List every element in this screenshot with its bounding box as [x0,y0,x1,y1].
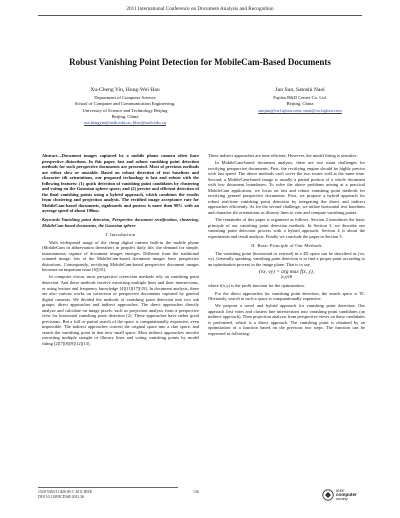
body-paragraph: These indirect approaches are time efficient. However, the model fitting is sensitive. [208,153,358,158]
author-block [40,87,360,126]
equation [208,270,365,280]
abstract [42,153,199,214]
body-paragraph: We propose a novel and hybrid approach for vanishing point detection. Our approach first votes and clusters line intersections into vanishing point candidates (an indirect approach). Then projection analysis from perspective views on these candidates is performed, which is a direct approach. The vanishing point is obtained by an optimization of a function based on the previous two steps. The function can be expressed as following: [208,303,365,336]
section-heading-basic-principle: II. Basic Principle of Our Methods [251,243,322,249]
header-rule [38,15,362,16]
logo-text [336,489,357,502]
author-affiliation: University of Science and Technology Beijing [82,107,168,113]
computer-society-icon [322,489,334,501]
author-group-fujitsu [240,87,360,126]
isbn-line: 1520-5363/11 $26.00 © 2011 IEEE [38,490,92,494]
abstract-text: —Document images captured by a mobile phone camera often have perspective distortions. In this paper, fast and robust vanishing point detection methods for such perspective documents are presented. Most of previous methods are either slow or unstable. Based on robust detection of text baselines and character tilt orientations, our proposed technology is fast and robust with the following features: (1) quick detection of vanishing point candidates by clustering and voting on the Gaussian sphere space; and (2) precise and efficient detection of the final vanishing points using a hybrid approach, which combines the results from clustering and projection analysis. The rectified image acceptance rate for MobileCam-based documents, signboards and posters is more than 98% with an average speed of about 100ms. [42,153,199,214]
body-paragraph: The remainder of this paper is organized as follows. Section 2 introduces the basic principle of our vanishing point detection methods. In Section 3, we describe our vanishing point detection process with a hybrid approach. Section 4 is about the experiments and result analysis. Finally we conclude the paper in Section 5. [208,217,365,239]
ieee-computer-society-logo [322,486,366,504]
author-email-link[interactable]: sunjun@cn.fujitsu.com; naoi@cn.fujitsu.com [258,107,342,113]
author-names: Jun Sun, Satoshi Naoi [275,87,325,93]
abstract-label: Abstract [42,153,58,158]
equation-text: (vx, vy) = arg max f(x, y), [258,269,315,276]
body-paragraph: For the direct approaches for vanishing point detection, the search space is 'R'. Obviously, search in such a space is computationally expensive. [208,290,365,302]
keywords-text: -Vanishing point detection, Perspective document rectification, clustering, MobileCam-based documents, the Gaussian sphere [42,217,199,228]
author-affiliation: Beijing, China [286,101,314,107]
logo-line1: computer [336,491,357,497]
body-paragraph: With widespread usage of the cheap digital camera built-in the mobile phone (MobileCam in abbreviation thereafter) in people's daily life, the demand for simple, instantaneous capture of document images emerges. Different from the traditional scanned image, lots of the MobileCam-based document images have perspective distortions. Consequently, rectifying MobileCam-based perspective document images becomes an important issue [6][10]. [42,239,199,273]
author-affiliation: Fujitsu R&D Center Co. Ltd. [273,95,327,101]
body-paragraph: The vanishing point (horizontal or vertical) in a 2D space can be described as (vx, vy). Generally speaking, vanishing point detection is to find a proper point according to an optimization process in the image plane. That is to say, [208,250,365,267]
left-column [42,153,199,348]
logo-line2: society [336,497,348,502]
logo-prefix: IEEE [336,488,345,493]
author-affiliation: Beijing, China [111,113,139,119]
keywords [42,217,199,228]
author-names: Xu-Cheng Yin, Hong-Wei Hao [90,87,160,93]
conference-header: 2011 International Conference on Document Analysis and Recognition [126,6,274,12]
author-email-link[interactable]: xuchengyin@ustb.edu.cn; hhw@ustb.edu.cn [83,120,167,126]
page-number: 136 [193,490,199,494]
body-paragraph: In MobileCam-based document analysis, there are two main challenges for rectifying perspective documents. First, the rectifying engine should be highly precise with fast speed. The above methods can't cover the two issues well at the same time. Second, a MobileCam-based image is usually a partial portion of a whole document with few document boundaries. To solve the above problems arising at a practical MobileCam application, we focus on fast and robust vanishing point methods for rectifying general perspective documents. First, we propose a hybrid approach for robust real-time vanishing point detection by integrating the direct and indirect approaches efficiently. As for the second challenge, we utilize horizontal text baselines and character tilt orientations as illusory lines to vote and compute vanishing points. [208,160,365,215]
footer-rule [38,487,178,488]
footer-info [38,490,92,499]
paper-title: Robust Vanishing Point Detection for MobileCam-Based Documents [69,57,331,67]
section-heading-introduction: I. Introduction [105,232,136,238]
equation-subscript: (x,y)∈R [280,274,293,279]
author-group-ustb [40,87,210,126]
doi-line: DOI 10.1109/ICDAR.2011.36 [38,494,84,499]
body-paragraph: In computer vision, most perspective correction methods rely on vanishing point detection. And these methods involve extracting multiple lines and their intersections, or using texture and frequency knowledge [4][11][17][19]. In document analysis, there are also various works on correction of perspective documents captured by general digital cameras. We divided the methods of vanishing point detection into two sub groups: direct approaches and indirect approaches. The direct approaches directly analyze and calculate on image pixels, such as projection analysis from a perspective view for horizontal vanishing point detection [2]. These approaches have rather good precisions. But a full or partial search of the space is computationally expensive, even impossible. The indirect approaches convert the original space into a clue space, and search the vanishing point in that new small space. Most indirect approaches involve extracting multiple straight or illusory lines and voting vanishing points by model fitting [2][7][8][9][12][13]. [42,274,199,346]
right-column [208,153,365,338]
keywords-label: Keywords [42,217,60,223]
body-paragraph: where f(x,y) is the profit function for the optimization. [208,283,305,289]
author-affiliation: Department of Computer Science [94,95,156,101]
author-affiliation: School of Computer and Communication Engineering, [74,101,176,107]
